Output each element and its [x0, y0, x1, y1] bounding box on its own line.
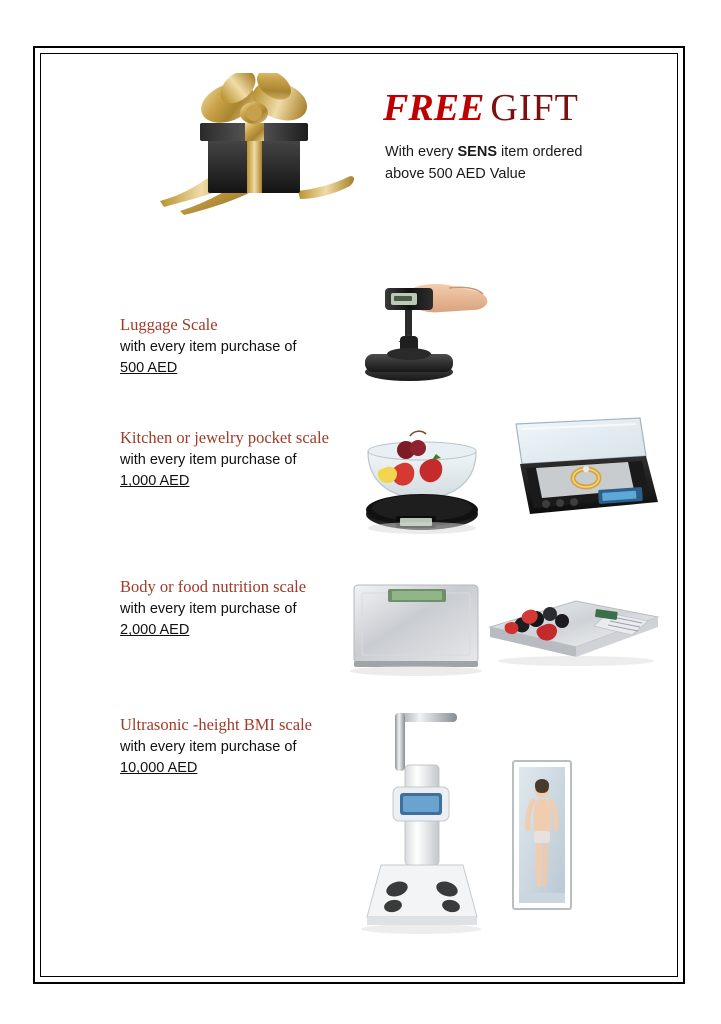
- flyer-content: [40, 53, 678, 977]
- body-and-nutrition-scale-image: [340, 565, 660, 690]
- subheadline-line2: above 500 AED Value: [385, 166, 526, 183]
- offer-1-amount: 500 AED: [120, 360, 178, 377]
- flyer-header: [40, 53, 678, 233]
- subheadline-post: item ordered: [497, 144, 583, 160]
- offer-1-condition: with every item purchase of: [120, 339, 297, 356]
- offer-row-2: [40, 398, 678, 548]
- subheadline-pre: With every: [385, 144, 458, 160]
- offer-1-text: [120, 313, 370, 379]
- page-title: [383, 86, 663, 130]
- offer-4-amount: 10,000 AED: [120, 760, 198, 777]
- gift-box-with-ribbon-image: [150, 73, 360, 223]
- offer-4-text: [120, 713, 370, 779]
- offer-4-title: Ultrasonic -height BMI scale: [120, 715, 312, 734]
- luggage-scale-image: [345, 268, 495, 393]
- offer-1-title: Luggage Scale: [120, 315, 218, 334]
- headline-free: FREE: [383, 87, 485, 129]
- offer-2-condition: with every item purchase of: [120, 452, 297, 469]
- offer-row-3: [40, 553, 678, 698]
- offer-3-text: [120, 575, 370, 641]
- offer-row-4: [40, 703, 678, 963]
- offer-2-title: Kitchen or jewelry pocket scale: [120, 428, 329, 447]
- subheadline: [385, 141, 655, 186]
- brand-name: SENS: [457, 144, 498, 160]
- offer-3-condition: with every item purchase of: [120, 601, 297, 618]
- ultrasonic-height-bmi-scale-image: [335, 703, 655, 943]
- offer-row-1: [40, 258, 678, 388]
- offer-3-title: Body or food nutrition scale: [120, 577, 307, 596]
- headline-gift: GIFT: [490, 87, 579, 129]
- kitchen-and-jewelry-scale-image: [340, 416, 660, 546]
- offer-2-amount: 1,000 AED: [120, 473, 190, 490]
- offer-3-amount: 2,000 AED: [120, 622, 190, 639]
- offer-4-condition: with every item purchase of: [120, 739, 297, 756]
- offer-2-text: [120, 426, 370, 492]
